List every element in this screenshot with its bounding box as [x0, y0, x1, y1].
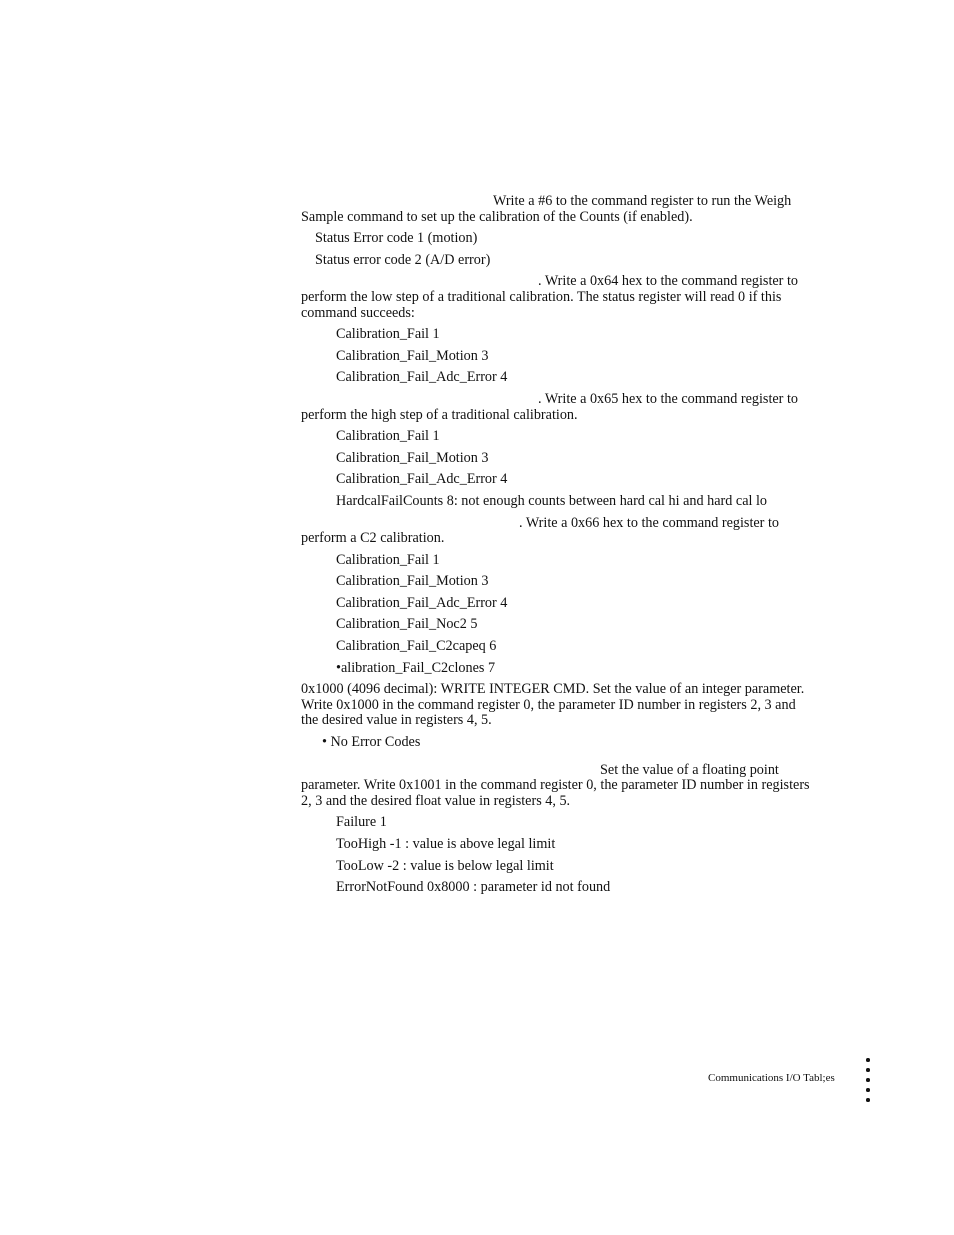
- write-float-paragraph: [301, 763, 816, 810]
- margin-dot: [866, 1088, 870, 1092]
- document-body: [301, 194, 816, 902]
- cal-low-line1: . Write a 0x64 hex to the command register to: [538, 273, 798, 290]
- cal-high-paragraph: [301, 392, 816, 423]
- cal-high-error-item: Calibration_Fail_Adc_Error 4: [336, 471, 508, 488]
- cal-high-error-item: Calibration_Fail_Motion 3: [336, 449, 489, 466]
- weigh-sample-paragraph: [301, 194, 816, 225]
- cal-c2-error-item: Calibration_Fail_Motion 3: [336, 573, 489, 590]
- cal-c2-error-item: •alibration_Fail_C2clones 7: [336, 659, 496, 676]
- cal-low-line-rest: perform the low step of a traditional calibration. The status register will read 0 if this command succeeds:: [301, 288, 782, 321]
- cal-low-error-item: Calibration_Fail_Motion 3: [336, 347, 489, 364]
- cal-c2-error-item: Calibration_Fail_Noc2 5: [336, 616, 478, 633]
- cal-low-error-item: Calibration_Fail_Adc_Error 4: [336, 369, 508, 386]
- write-integer-paragraph: 0x1000 (4096 decimal): WRITE INTEGER CMD. Set the value of an integer parameter. Write 0x1000 in the command register 0, the parameter ID number in registers 2, 3 and the desired value in registers 4, 5.: [301, 681, 805, 729]
- margin-dot: [866, 1078, 870, 1082]
- cal-c2-error-item: Calibration_Fail 1: [336, 551, 440, 568]
- write-float-error-item: ErrorNotFound 0x8000 : parameter id not found: [336, 879, 611, 896]
- cal-high-error-item: Calibration_Fail 1: [336, 428, 440, 445]
- write-float-line-rest: parameter. Write 0x1001 in the command register 0, the parameter ID number in registers 2, 3 and the desired float value in registers 4, 5.: [301, 777, 810, 809]
- status-error-motion: Status Error code 1 (motion): [315, 230, 478, 247]
- cal-high-error-item: HardcalFailCounts 8: not enough counts between hard cal hi and hard cal lo: [336, 492, 768, 509]
- margin-dot: [866, 1098, 870, 1102]
- write-float-error-item: TooHigh -1 : value is above legal limit: [336, 836, 556, 852]
- cal-c2-line-rest: perform a C2 calibration.: [301, 530, 445, 547]
- write-float-error-item: Failure 1: [336, 814, 387, 831]
- cal-c2-error-item: Calibration_Fail_C2capeq 6: [336, 638, 497, 655]
- page-margin-dots: [866, 1058, 870, 1108]
- cal-high-line1: . Write a 0x65 hex to the command register to: [538, 390, 798, 407]
- status-error-adc: Status error code 2 (A/D error): [315, 251, 491, 268]
- cal-low-error-item: Calibration_Fail 1: [336, 326, 440, 343]
- cal-c2-line1: . Write a 0x66 hex to the command register to: [519, 514, 779, 531]
- cal-high-line-rest: perform the high step of a traditional calibration.: [301, 406, 578, 423]
- cal-low-paragraph: [301, 274, 816, 321]
- weigh-sample-line1: Write a #6 to the command register to run the Weigh: [493, 193, 792, 209]
- cal-c2-error-item: Calibration_Fail_Adc_Error 4: [336, 594, 508, 611]
- write-float-error-item: TooLow -2 : value is below legal limit: [336, 857, 554, 874]
- cal-c2-paragraph: [301, 516, 816, 547]
- write-integer-error-item: • No Error Codes: [322, 734, 421, 751]
- weigh-sample-line-rest: Sample command to set up the calibration of the Counts (if enabled).: [301, 208, 693, 225]
- write-float-line1: Set the value of a floating point: [600, 761, 779, 778]
- margin-dot: [866, 1068, 870, 1072]
- page-footer-label: Communications I/O Tabl;es: [708, 1072, 835, 1084]
- margin-dot: [866, 1058, 870, 1062]
